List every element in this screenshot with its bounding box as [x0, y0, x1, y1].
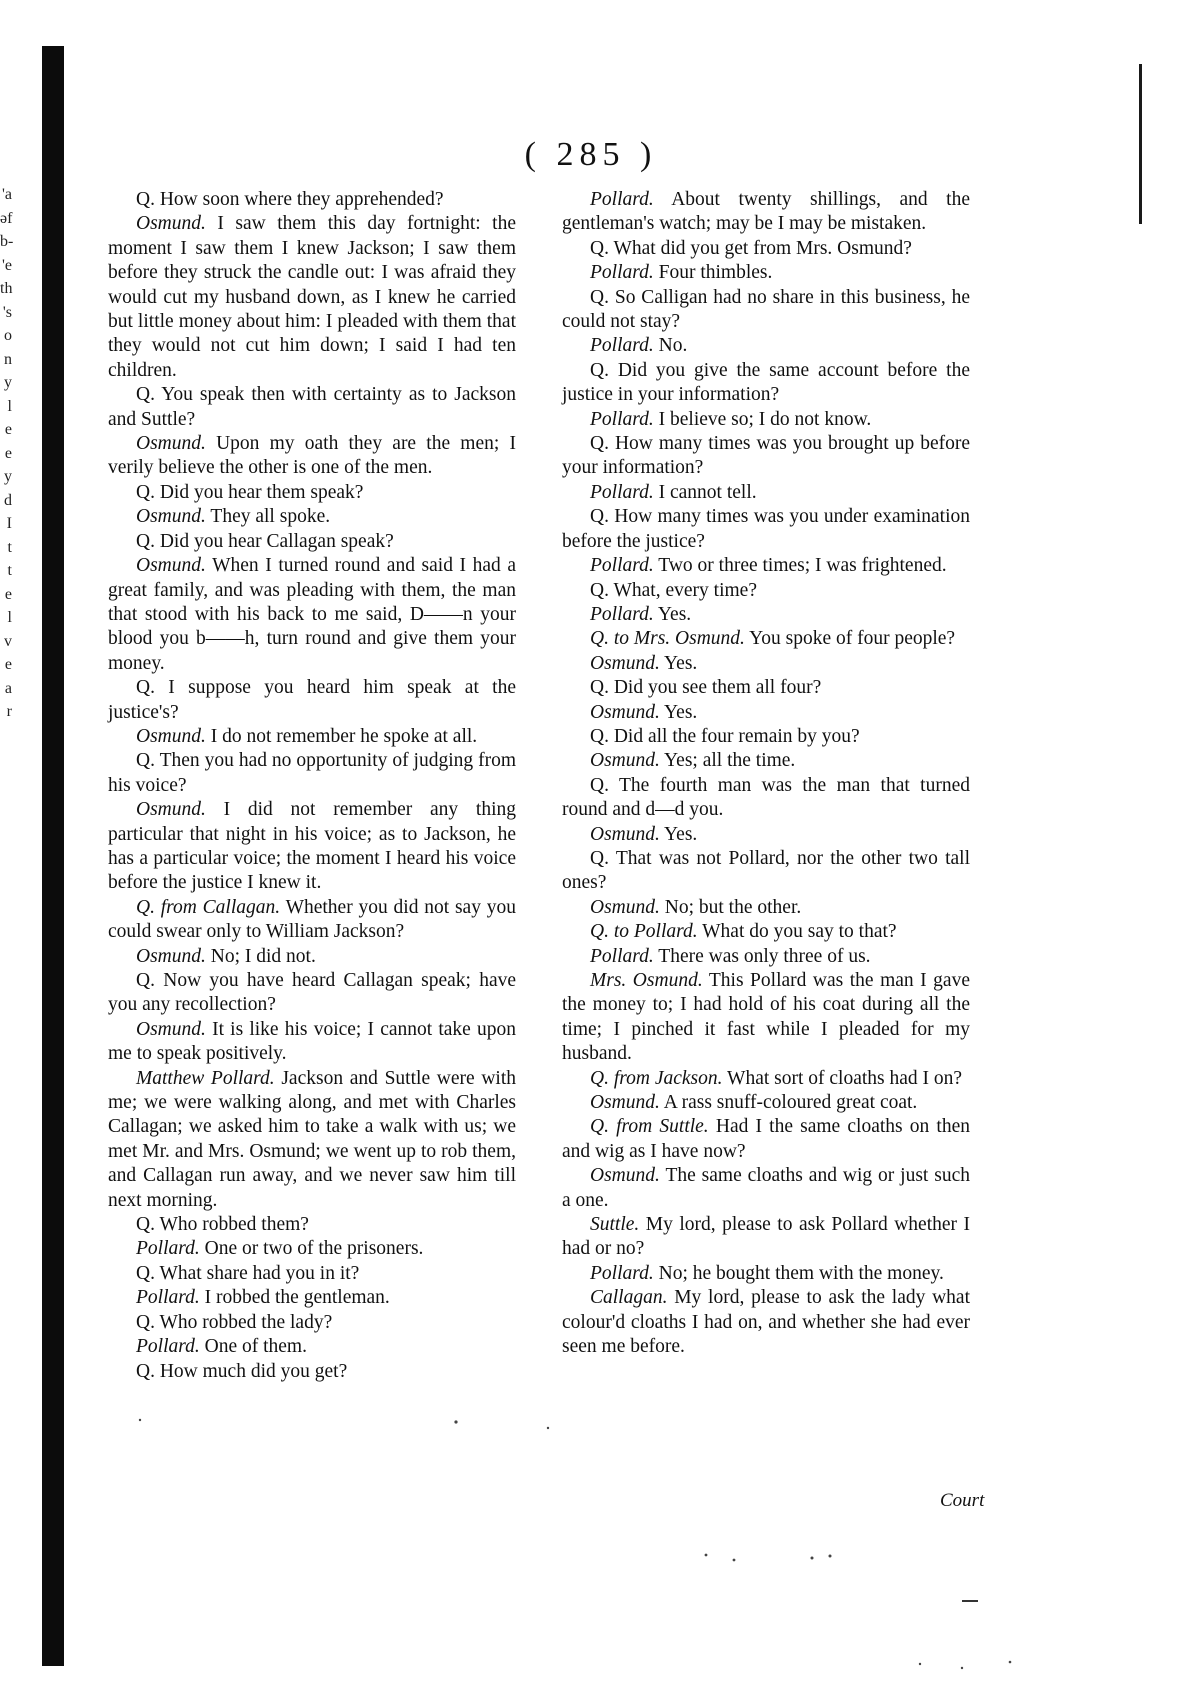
- speech-text: Did you see them all four?: [613, 677, 822, 699]
- speaker-label: Q.: [590, 506, 609, 528]
- speaker-label: Q.: [136, 1262, 155, 1284]
- speech-text: My lord, please to ask Pollard whether I had or no?: [562, 1214, 971, 1260]
- speaker-label: Osmund.: [136, 213, 206, 235]
- speech-text: I did not remember any thing particular that night in his voice; as to Jackson, he has a particular voice; the moment I heard his voice before the justice I knew it.: [108, 799, 516, 894]
- speaker-label: Pollard.: [590, 262, 654, 284]
- speaker-label: Pollard.: [136, 1287, 200, 1309]
- speech-text: I do not remember he spoke at all.: [210, 725, 478, 747]
- speaker-label: Osmund.: [590, 750, 660, 772]
- margin-fragment: l: [7, 609, 12, 626]
- speech-text: One of them.: [204, 1336, 307, 1358]
- speech-text: The same cloaths and wig or just such a one.: [562, 1165, 970, 1211]
- speech-text: How many times was you under examination before the justice?: [562, 506, 970, 552]
- speech-text: So Calligan had no share in this business, he could not stay?: [562, 286, 970, 333]
- margin-fragment: e: [4, 656, 12, 673]
- margin-fragment: r: [6, 703, 12, 720]
- margin-fragment: t: [7, 538, 12, 556]
- speaker-label: Osmund.: [590, 823, 660, 845]
- margin-fragment: l: [7, 397, 12, 415]
- speech-text: About twenty shillings, and the gentleman's watch; may be I may be mistaken.: [562, 189, 970, 235]
- margin-fragment: əf: [0, 209, 13, 227]
- speaker-label: Pollard.: [590, 335, 654, 357]
- speech-text: Did you hear them speak?: [159, 481, 364, 503]
- speech-text: What did you get from Mrs. Osmund?: [613, 237, 912, 259]
- speaker-label: Q.: [590, 237, 609, 259]
- speech-text: No; he bought them with the money.: [658, 1262, 944, 1284]
- speaker-label: Pollard.: [590, 945, 654, 967]
- speaker-label: Osmund.: [590, 701, 660, 723]
- speaker-label: Q.: [590, 677, 609, 699]
- speaker-label: Q. to Mrs. Osmund.: [590, 628, 745, 650]
- speech-text: Four thimbles.: [658, 262, 773, 284]
- speech-text: There was only three of us.: [658, 945, 871, 967]
- speaker-label: Q.: [590, 433, 609, 455]
- speaker-label: Osmund.: [136, 433, 206, 455]
- page-number: ( 285 ): [524, 136, 658, 173]
- speech-text: No; but the other.: [664, 896, 802, 918]
- margin-fragment: e: [4, 444, 12, 462]
- speech-text: How much did you get?: [159, 1360, 348, 1382]
- speaker-label: Matthew Pollard.: [136, 1067, 275, 1089]
- speech-text: Did all the four remain by you?: [613, 725, 860, 747]
- speaker-label: Q.: [136, 1214, 155, 1236]
- speaker-label: Osmund.: [136, 506, 206, 528]
- speech-text: One or two of the prisoners.: [204, 1238, 424, 1260]
- speech-text: My lord, please to ask the lady what colour'd cloaths I had on, and whether she had ever seen me before.: [562, 1287, 970, 1358]
- speaker-label: Pollard.: [590, 408, 654, 430]
- speech-text: Jackson and Suttle were with me; we were walking along, and met with Charles Callagan; we asked him to take a walk with us; we met Mr. and Mrs. Osmund; we went up to rob them, and Callagan run away, and we never saw him till next morning.: [108, 1067, 517, 1211]
- speech-text: Now you have heard Callagan speak; have you any recollection?: [108, 970, 516, 1016]
- margin-fragment: a: [4, 679, 12, 697]
- speaker-label: Suttle.: [590, 1214, 640, 1236]
- speech-text: No.: [658, 335, 688, 357]
- speech-text: Upon my oath they are the men; I verily believe the other is one of the men.: [108, 433, 516, 479]
- speech-text: Did you hear Callagan speak?: [159, 530, 394, 552]
- speech-text: Two or three times; I was frightened.: [658, 555, 947, 577]
- speaker-label: Q.: [590, 286, 609, 308]
- speaker-label: Q.: [590, 774, 609, 796]
- speech-text: Then you had no opportunity of judging from his voice?: [108, 750, 516, 796]
- speech-text: Who robbed them?: [159, 1214, 309, 1236]
- speaker-label: Q.: [136, 1311, 155, 1333]
- speaker-label: Pollard.: [136, 1238, 200, 1260]
- margin-fragment: b-: [0, 233, 14, 250]
- speaker-label: Q.: [590, 359, 609, 381]
- speaker-label: Q.: [136, 481, 155, 503]
- margin-fragment: d: [4, 491, 12, 509]
- speaker-label: Osmund.: [136, 945, 206, 967]
- speaker-label: Q.: [590, 579, 609, 601]
- speaker-label: Pollard.: [136, 1336, 200, 1358]
- speech-text: You speak then with certainty as to Jackson and Suttle?: [108, 384, 516, 430]
- speech-text: This Pollard was the man I gave the money to; I had hold of his coat during all the time; I pinched it fast while I pleaded for my husband.: [562, 970, 970, 1065]
- speech-text: No; I did not.: [210, 945, 316, 967]
- speaker-label: Osmund.: [136, 1018, 206, 1040]
- speaker-label: Q.: [136, 750, 155, 772]
- speaker-label: Mrs. Osmund.: [590, 970, 703, 991]
- speaker-label: Q. to Pollard.: [590, 921, 698, 943]
- speech-text: Yes.: [664, 823, 698, 845]
- speech-text: What share had you in it?: [159, 1262, 360, 1284]
- margin-fragment: e: [4, 421, 12, 438]
- speech-text: When I turned round and said I had a great family, and was pleading with them, the man that stood with his back to me said, D——n your blood you b——h, turn round and give them your money.: [108, 555, 516, 674]
- catchword: Court: [940, 1490, 985, 1511]
- speaker-label: Osmund.: [136, 725, 206, 747]
- speaker-label: Q.: [590, 725, 609, 747]
- speaker-label: Pollard.: [590, 189, 654, 210]
- speech-text: It is like his voice; I cannot take upon me to speak positively.: [108, 1018, 517, 1065]
- speaker-label: Osmund.: [136, 555, 206, 577]
- speech-text: What, every time?: [613, 579, 757, 601]
- margin-fragment: 'e: [2, 256, 12, 274]
- speaker-label: Pollard.: [590, 603, 654, 625]
- margin-fragment: o: [4, 327, 12, 344]
- margin-fragment: e: [4, 585, 12, 603]
- margin-fragment: y: [4, 468, 12, 485]
- speaker-label: Q.: [590, 847, 609, 869]
- speaker-label: Pollard.: [590, 555, 654, 577]
- speaker-label: Q.: [136, 384, 155, 406]
- speaker-label: Pollard.: [590, 1262, 654, 1284]
- margin-fragment: th: [0, 280, 13, 297]
- speech-text: A rass snuff-coloured great coat.: [663, 1092, 918, 1114]
- margin-fragment: v: [4, 632, 12, 650]
- speaker-label: Pollard.: [590, 481, 654, 503]
- speaker-label: Q.: [136, 530, 155, 552]
- margin-fragment: I: [6, 515, 12, 532]
- speaker-label: Q. from Suttle.: [590, 1116, 709, 1138]
- speech-text: I suppose you heard him speak at the justice's?: [108, 677, 517, 723]
- speaker-label: Q.: [136, 970, 155, 991]
- speech-text: They all spoke.: [210, 506, 331, 528]
- speech-text: Yes; all the time.: [664, 750, 796, 772]
- speech-text: I saw them this day fortnight: the moment I saw them I knew Jackson; I saw them before they struck the candle out: I was afraid they would cut my husband down, as I knew he carried but little money about him: I pleaded with them that they would not cut him down; I said I had ten children.: [108, 213, 516, 381]
- speech-text: I robbed the gentleman.: [204, 1287, 390, 1309]
- speech-text: That was not Pollard, nor the other two tall ones?: [562, 847, 970, 894]
- speech-text: How many times was you brought up before your information?: [562, 433, 970, 479]
- speech-text: Yes.: [657, 603, 692, 625]
- speech-text: What do you say to that?: [702, 921, 897, 943]
- speech-text: Whether you did not say you could swear only to William Jackson?: [108, 896, 516, 943]
- speech-text: Yes.: [664, 701, 698, 723]
- speaker-label: Q. from Jackson.: [590, 1067, 723, 1089]
- margin-fragment: n: [4, 350, 12, 368]
- speech-text: Had I the same cloaths on then and wig as I have now?: [562, 1116, 971, 1162]
- margin-fragment: 's: [2, 303, 12, 321]
- speaker-label: Osmund.: [590, 1165, 660, 1187]
- speaker-label: Osmund.: [590, 896, 660, 918]
- speech-text: The fourth man was the man that turned round and d—d you.: [562, 774, 970, 821]
- speaker-label: Q.: [136, 189, 155, 210]
- speaker-label: Q. from Callagan.: [136, 896, 281, 918]
- speech-text: Did you give the same account before the justice in your information?: [562, 359, 971, 406]
- speech-text: What sort of cloaths had I on?: [727, 1067, 963, 1089]
- speech-text: Yes.: [664, 652, 698, 674]
- margin-fragment: y: [4, 374, 12, 391]
- speech-text: I believe so; I do not know.: [658, 408, 872, 430]
- speaker-label: Q.: [136, 677, 155, 699]
- speaker-label: Callagan.: [590, 1287, 668, 1309]
- speech-text: I cannot tell.: [658, 481, 757, 503]
- speaker-label: Osmund.: [590, 1092, 660, 1114]
- speech-text: You spoke of four people?: [749, 628, 956, 650]
- speaker-label: Q.: [136, 1360, 155, 1382]
- margin-fragment: t: [7, 562, 12, 579]
- speaker-label: Osmund.: [136, 799, 206, 821]
- speech-text: How soon where they apprehended?: [159, 189, 444, 210]
- margin-fragment: 'a: [2, 186, 12, 203]
- speaker-label: Osmund.: [590, 652, 660, 674]
- speech-text: Who robbed the lady?: [159, 1311, 333, 1333]
